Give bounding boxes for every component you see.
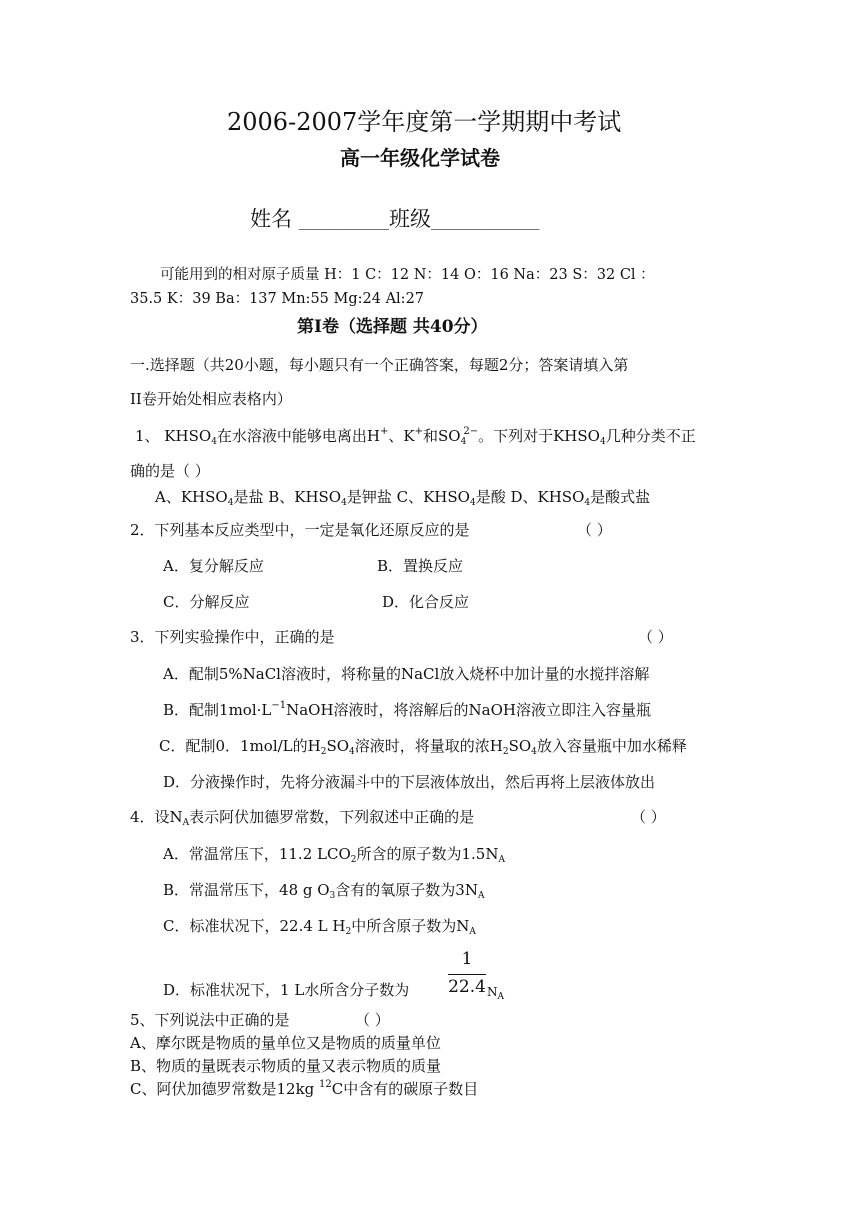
atomic-mass-line-2: 35.5 K：39 Ba：137 Mn:55 Mg:24 Al:27	[130, 291, 425, 307]
fraction-bar	[448, 974, 486, 975]
q3-option-b: B．配制$1mol\cdot L^{-1}NaOH$溶液时，将溶解后的NaOH溶液立即注入容量瓶	[163, 700, 652, 719]
name-blank: __________	[298, 212, 389, 230]
section-instructions-1: 一.选择题（共20小题，每小题只有一个正确答案，每题2分；答案请填入第	[130, 356, 629, 374]
q4-option-d-unit: $N_A$	[487, 985, 504, 1002]
question-1-stem-2: 确的是（ ）	[130, 462, 210, 480]
question-3-stem: 3．下列实验操作中，正确的是	[130, 628, 335, 646]
q4-option-c: C．标准状况下，22.4 L $H_2$中所含原子数为$N_A$	[163, 917, 476, 937]
question-2-paren: （ ）	[577, 521, 612, 539]
fraction-denominator: 22.4	[448, 977, 486, 997]
question-5-paren: （ ）	[355, 1011, 390, 1029]
q2-option-d: D．化合反应	[382, 593, 470, 611]
question-5-stem: 5、下列说法中正确的是	[130, 1011, 290, 1029]
question-4-paren: （ ）	[631, 808, 666, 826]
q3-option-c: C．配制0．1mol/L的$H_2SO_4$溶液时，将量取的浓$H_2SO_4$放入容量瓶中加水稀释	[159, 737, 687, 757]
section-title: 第Ⅰ卷（选择题 共40分）	[297, 317, 488, 337]
section-instructions-2: II卷开始处相应表格内）	[130, 390, 292, 408]
q2-option-a: A．复分解反应	[163, 557, 264, 575]
question-3-paren: （ ）	[638, 628, 673, 646]
paper-subtitle: 高一年级化学试卷	[340, 146, 500, 170]
name-label: 姓名	[250, 207, 292, 231]
q1-option-b: B、$KHSO_4$是钾盐	[268, 488, 397, 508]
q3-option-a: A．配制5%NaCl溶液时，将称量的NaCl放入烧杯中加计量的水搅拌溶解	[163, 665, 650, 683]
q5-option-a: A、摩尔既是物质的量单位又是物质的质量单位	[130, 1034, 441, 1052]
exam-title: 2006-2007学年度第一学期期中考试	[227, 108, 622, 136]
q1-option-a: A、$KHSO_4$是盐	[155, 488, 269, 508]
fraction-numerator: 1	[461, 949, 473, 969]
question-2-stem: 2．下列基本反应类型中，一定是氧化还原反应的是	[130, 521, 470, 539]
question-4-stem: 4．设$N_A$表示阿伏加德罗常数，下列叙述中正确的是	[130, 808, 475, 828]
q2-option-b: B．置换反应	[377, 557, 464, 575]
q1-option-c: C、$KHSO_4$是酸	[396, 488, 511, 508]
q4-option-a: A．常温常压下，11.2 $LCO_2$所含的原子数为$1.5N_A$	[163, 845, 505, 865]
q4-option-b: B．常温常压下，48 g $O_3$含有的氧原子数为$3N_A$	[163, 881, 485, 901]
fraction-1-over-22-4	[448, 948, 486, 1000]
class-blank: ____________	[431, 212, 540, 230]
q2-option-c: C．分解反应	[163, 593, 250, 611]
question-1-stem: 1、 $KHSO_4$在水溶液中能够电离出H+、K+和$SO_4^{2-}$。下列对于$KHSO_4$几种分类不正	[135, 426, 696, 447]
name-class-line	[250, 205, 539, 235]
class-label: 班级	[389, 207, 431, 231]
q5-option-b: B、物质的量既表示物质的量又表示物质的质量	[130, 1057, 442, 1075]
atomic-mass-line-1: 可能用到的相对原子质量 H：1 C：12 N：14 O：16 Na：23 S：32 Cl ：	[160, 267, 655, 283]
question-1-options	[155, 487, 650, 507]
q1-option-d: D、$KHSO_4$是酸式盐	[510, 488, 651, 508]
q3-option-d: D．分液操作时，先将分液漏斗中的下层液体放出，然后再将上层液体放出	[163, 773, 656, 791]
q4-option-d: D．标准状况下，1 L水所含分子数为	[163, 981, 410, 999]
q5-option-c: C、阿伏加德罗常数是12kg $^{12}$C中含有的碳原子数目	[130, 1079, 479, 1098]
